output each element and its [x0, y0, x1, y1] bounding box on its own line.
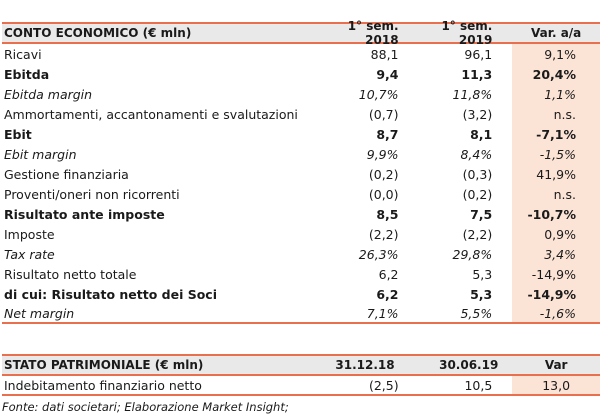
header-label: CONTO ECONOMICO (€ mln) [4, 26, 192, 40]
row-value-2: 11,3 [461, 66, 493, 82]
header-date-1: 31.12.18 [335, 358, 395, 372]
header-label: STATO PATRIMONIALE (€ mln) [4, 358, 204, 372]
row-label: Ricavi [4, 46, 42, 62]
row-value-2: (0,3) [462, 166, 493, 182]
row-label: Risultato netto totale [4, 266, 137, 282]
table-row [2, 284, 600, 304]
row-value-2: (3,2) [462, 106, 493, 122]
row-variation: -14,9% [512, 264, 600, 284]
balance-sheet-rows [2, 376, 600, 396]
row-value-1: 9,9% [366, 146, 399, 162]
row-value-1: (2,2) [368, 226, 399, 242]
income-statement-rows [2, 44, 600, 324]
row-value-2: 7,5 [470, 206, 493, 222]
row-value-1: 10,7% [358, 86, 399, 102]
row-value-2: 5,3 [472, 266, 493, 282]
row-variation: 3,4% [512, 244, 600, 264]
table-row [2, 44, 600, 64]
row-value-2: 5,5% [460, 305, 493, 321]
row-label: Gestione finanziaria [4, 166, 129, 182]
row-variation: -7,1% [512, 124, 600, 144]
header-variation: Var. a/a [531, 26, 582, 40]
row-label: Risultato ante imposte [4, 206, 165, 222]
row-value-1: (0,7) [368, 106, 399, 122]
row-variation: -14,9% [512, 284, 600, 304]
table-row [2, 164, 600, 184]
row-label: Indebitamento finanziario netto [4, 377, 202, 393]
row-value-2: 96,1 [464, 46, 493, 62]
row-variation: 13,0 [512, 376, 600, 394]
row-value-1: 6,2 [378, 266, 399, 282]
row-variation: 1,1% [512, 84, 600, 104]
row-variation: 41,9% [512, 164, 600, 184]
income-statement-header [2, 19, 600, 47]
row-label: Tax rate [4, 246, 55, 262]
row-value-2: 29,8% [452, 246, 493, 262]
header-date-2: 30.06.19 [439, 358, 499, 372]
row-label: Proventi/oneri non ricorrenti [4, 186, 180, 202]
row-variation: -1,5% [512, 144, 600, 164]
row-variation: -10,7% [512, 204, 600, 224]
row-variation: 9,1% [512, 44, 600, 64]
source-note: Fonte: dati societari; Elaborazione Market Insight; [2, 400, 289, 414]
row-value-1: 7,1% [366, 305, 399, 321]
row-variation: -1,6% [512, 304, 600, 322]
table-row [2, 376, 600, 396]
row-variation: 0,9% [512, 224, 600, 244]
table-row [2, 304, 600, 324]
row-value-2: 8,1 [470, 126, 493, 142]
row-variation: n.s. [512, 104, 600, 124]
row-value-1: 9,4 [376, 66, 399, 82]
row-value-2: (0,2) [462, 186, 493, 202]
table-row [2, 104, 600, 124]
income-statement-table [2, 19, 600, 324]
table-row [2, 244, 600, 264]
row-label: Ebit [4, 126, 32, 142]
row-label: di cui: Risultato netto dei Soci [4, 286, 218, 302]
table-row [2, 224, 600, 244]
balance-sheet-table [2, 354, 600, 396]
row-variation: 20,4% [512, 64, 600, 84]
row-value-1: 8,5 [376, 206, 399, 222]
table-row [2, 144, 600, 164]
header-period-1: 1° sem. 2018 [347, 19, 399, 47]
header-period-2: 1° sem. 2019 [441, 19, 493, 47]
balance-sheet-header [2, 354, 600, 376]
row-label: Net margin [4, 305, 75, 321]
table-row [2, 204, 600, 224]
header-variation: Var [544, 358, 568, 372]
table-row [2, 124, 600, 144]
row-value-1: (2,5) [368, 377, 399, 393]
row-value-2: (2,2) [462, 226, 493, 242]
row-label: Imposte [4, 226, 55, 242]
table-row [2, 184, 600, 204]
row-value-2: 11,8% [452, 86, 493, 102]
row-label: Ebit margin [4, 146, 77, 162]
row-label: Ammortamenti, accantonamenti e svalutazioni [4, 106, 298, 122]
row-value-1: (0,0) [368, 186, 399, 202]
row-value-2: 8,4% [460, 146, 493, 162]
row-value-1: 88,1 [370, 46, 399, 62]
table-row [2, 64, 600, 84]
row-value-1: 6,2 [376, 286, 399, 302]
row-label: Ebitda [4, 66, 50, 82]
row-value-1: 8,7 [376, 126, 399, 142]
table-row [2, 264, 600, 284]
row-value-2: 5,3 [470, 286, 493, 302]
row-value-2: 10,5 [464, 377, 493, 393]
row-variation: n.s. [512, 184, 600, 204]
table-row [2, 84, 600, 104]
row-value-1: (0,2) [368, 166, 399, 182]
row-label: Ebitda margin [4, 86, 93, 102]
row-value-1: 26,3% [358, 246, 399, 262]
